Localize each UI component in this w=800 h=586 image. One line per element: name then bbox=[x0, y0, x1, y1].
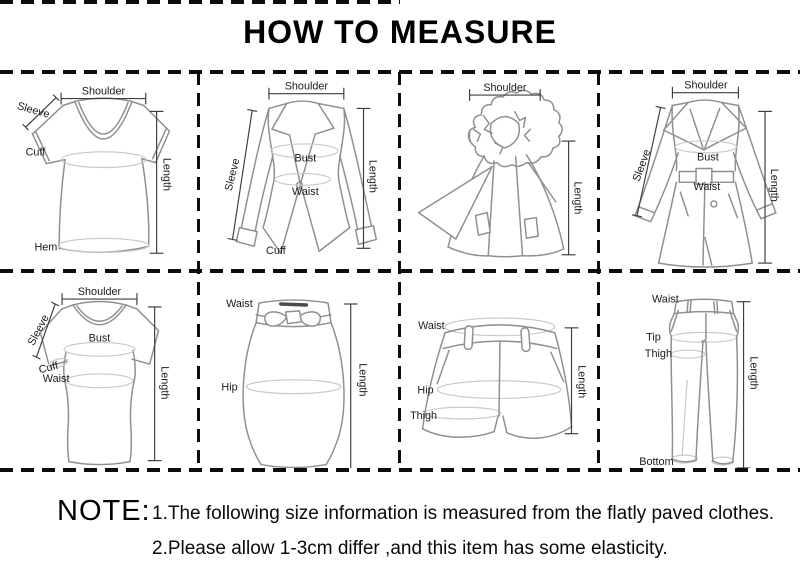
panel-cape bbox=[401, 72, 597, 269]
label-thigh: Thigh bbox=[644, 348, 673, 361]
label-bust: Bust bbox=[294, 152, 317, 165]
pants-drawing bbox=[670, 299, 739, 464]
label-waist: Waist bbox=[693, 181, 721, 194]
panel-pants bbox=[600, 271, 800, 468]
label-sleeve: Sleeve bbox=[222, 157, 243, 193]
label-length: Length bbox=[356, 363, 369, 397]
shorts-drawing bbox=[423, 325, 572, 438]
label-length: Length bbox=[747, 356, 760, 390]
label-shoulder: Shoulder bbox=[81, 85, 126, 98]
label-sleeve: Sleeve bbox=[25, 312, 52, 348]
label-length: Length bbox=[160, 157, 173, 192]
skirt-guide-lines bbox=[246, 380, 341, 394]
label-cuff: Cuff bbox=[266, 245, 286, 258]
page-title: HOW TO MEASURE bbox=[243, 14, 557, 50]
label-waist: Waist bbox=[418, 319, 445, 332]
label-waist: Waist bbox=[292, 186, 319, 199]
skirt-drawing bbox=[243, 300, 344, 467]
label-tip: Tip bbox=[646, 331, 661, 344]
note-line-2: 2.Please allow 1-3cm differ ,and this item has some elasticity. bbox=[152, 538, 668, 559]
label-waist: Waist bbox=[651, 293, 679, 306]
label-sleeve: Sleeve bbox=[15, 100, 51, 121]
label-bottom: Bottom bbox=[639, 456, 674, 468]
label-thigh: Thigh bbox=[410, 409, 438, 422]
label-bust: Bust bbox=[88, 332, 111, 345]
cape-drawing bbox=[419, 155, 564, 257]
label-hip: Hip bbox=[221, 381, 238, 394]
label-length: Length bbox=[571, 181, 584, 215]
panel-tshirt bbox=[0, 72, 197, 269]
label-sleeve: Sleeve bbox=[630, 147, 654, 184]
label-length: Length bbox=[767, 168, 780, 202]
label-shoulder: Shoulder bbox=[284, 80, 329, 93]
label-waist: Waist bbox=[42, 372, 70, 385]
label-waist: Waist bbox=[226, 297, 253, 310]
label-hip: Hip bbox=[417, 384, 434, 397]
label-shoulder: Shoulder bbox=[684, 79, 728, 92]
panel-blazer bbox=[200, 72, 397, 269]
trench-coat-measure-lines bbox=[632, 87, 772, 263]
fur-hood-drawing bbox=[468, 90, 562, 166]
note-label: NOTE: bbox=[57, 495, 151, 527]
panel-shorts bbox=[401, 271, 597, 468]
pants-guide-lines bbox=[671, 332, 736, 465]
top-edge-dashed-line bbox=[0, 0, 400, 4]
label-length: Length bbox=[575, 365, 588, 399]
blazer-drawing bbox=[236, 101, 379, 253]
label-length: Length bbox=[158, 366, 171, 400]
label-cuff: Cuff bbox=[37, 359, 60, 377]
note-text bbox=[152, 501, 774, 571]
note-line-1: 1.The following size information is measured from the flatly paved clothes. bbox=[152, 503, 775, 524]
panel-dress bbox=[0, 271, 197, 468]
label-cuff: Cuff bbox=[25, 146, 46, 159]
label-shoulder: Shoulder bbox=[483, 82, 527, 95]
label-length: Length bbox=[366, 159, 379, 193]
panel-skirt bbox=[200, 271, 397, 468]
label-bust: Bust bbox=[697, 151, 719, 164]
tshirt-guide-lines bbox=[58, 152, 149, 252]
tshirt-drawing bbox=[33, 98, 170, 252]
label-hem: Hem bbox=[34, 241, 58, 254]
panel-trench-coat bbox=[600, 72, 800, 269]
skirt-measure-lines bbox=[344, 304, 358, 468]
label-shoulder: Shoulder bbox=[77, 286, 122, 299]
